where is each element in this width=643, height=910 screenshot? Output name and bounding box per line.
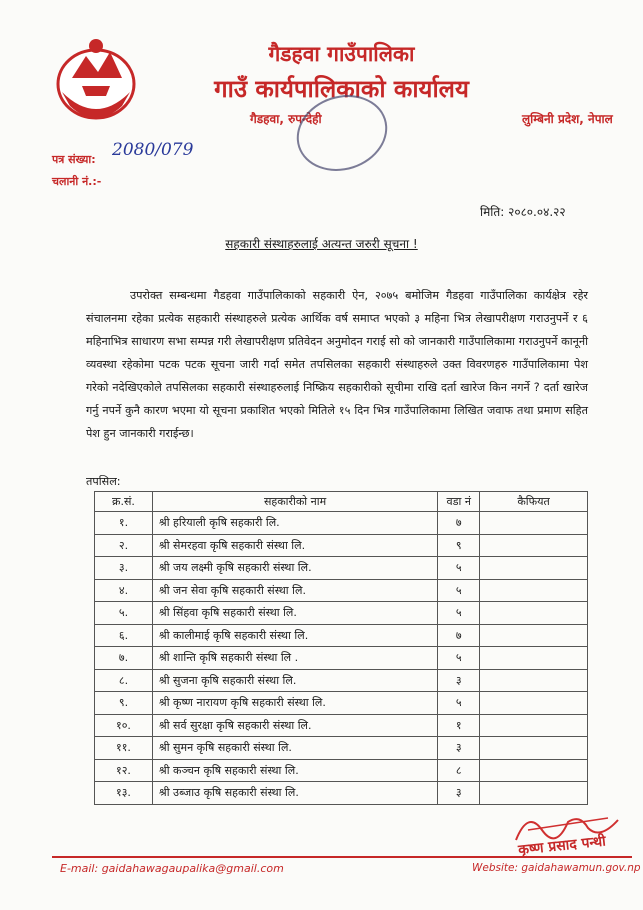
table-row (95, 647, 588, 670)
address-right: लुम्बिनी प्रदेश, नेपाल (522, 112, 613, 126)
table-row (95, 579, 588, 602)
cell-sn: १०. (95, 714, 153, 737)
cell-name: श्री कृष्ण नारायण कृषि सहकारी संस्था लि. (152, 692, 437, 715)
cell-ward: ७ (438, 624, 480, 647)
cell-ward: ३ (438, 737, 480, 760)
footer-website: Website: gaidahawamun.gov.np (472, 862, 641, 874)
table-row (95, 512, 588, 535)
cell-name: श्री सुजना कृषि सहकारी संस्था लि. (152, 669, 437, 692)
cell-ward: ३ (438, 782, 480, 805)
cell-name: श्री हरियाली कृषि सहकारी लि. (152, 512, 437, 535)
cell-ward: ५ (438, 557, 480, 580)
header-name: सहकारीको नाम (152, 492, 437, 512)
footer-email: E-mail: gaidahawagaupalika@gmail.com (60, 862, 284, 875)
address-left: गैडहवा, रुपन्देही (250, 112, 322, 126)
cell-remarks (480, 602, 588, 625)
table-body (95, 512, 588, 805)
cell-sn: १. (95, 512, 153, 535)
header-sn: क्र.सं. (95, 492, 153, 512)
org-name: गैडहवा गाउँपालिका (268, 42, 415, 66)
table-row (95, 759, 588, 782)
subject-line: सहकारी संस्थाहरुलाई अत्यन्त जरुरी सूचना ! (225, 237, 418, 251)
cell-sn: २. (95, 534, 153, 557)
cell-sn: ४. (95, 579, 153, 602)
cell-sn: १३. (95, 782, 153, 805)
cell-remarks (480, 512, 588, 535)
signer-name: कृष्ण प्रसाद पन्थी (517, 833, 607, 859)
office-name: गाउँ कार्यपालिकाको कार्यालय (214, 75, 469, 103)
table-row (95, 602, 588, 625)
cell-sn: ८. (95, 669, 153, 692)
cell-ward: ३ (438, 669, 480, 692)
cell-ward: ५ (438, 647, 480, 670)
cell-remarks (480, 624, 588, 647)
cell-sn: ३. (95, 557, 153, 580)
cell-name: श्री शान्ति कृषि सहकारी संस्था लि . (152, 647, 437, 670)
table-row (95, 669, 588, 692)
dispatch-label: चलानी नं.:- (52, 175, 102, 188)
cell-name: श्री उब्जाउ कृषि सहकारी संस्था लि. (152, 782, 437, 805)
cell-ward: ९ (438, 534, 480, 557)
header-remarks: कैफियत (480, 492, 588, 512)
cell-ward: ५ (438, 602, 480, 625)
list-label: तपसिल: (86, 475, 121, 488)
header-ward: वडा नं (438, 492, 480, 512)
cell-remarks (480, 557, 588, 580)
cell-name: श्री जय लक्ष्मी कृषि सहकारी संस्था लि. (152, 557, 437, 580)
cell-sn: ७. (95, 647, 153, 670)
cell-remarks (480, 714, 588, 737)
cell-name: श्री सिंहवा कृषि सहकारी संस्था लि. (152, 602, 437, 625)
letter-date: मिति: २०८०.०४.२२ (480, 205, 566, 219)
table-row (95, 534, 588, 557)
cell-ward: ७ (438, 512, 480, 535)
body-paragraph: उपरोक्त सम्बन्धमा गैडहवा गाउँपालिकाको सहकारी ऐन, २०७५ बमोजिम गैडहवा गाउँपालिका कार्यक्षेत्र रहेर संचालनमा रहेका प्रत्येक सहकारी संस्थाहरुले प्रत्येक आर्थिक वर्ष समाप्त भएको ३ महिना भित्र लेखापरीक्षण गराउनुपर्ने र ६ महिनाभित्र साधारण सभा सम्पन्न गरी लेखापरीक्षण प्रतिवेदन अनुमोदन गराई सो को जानकारी गाउँपालिकामा गराउनुपर्ने कानूनी व्यवस्था रहेकोमा पटक पटक सूचना जारी गर्दा समेत तपसिलका सहकारी संस्थाहरुले उक्त विवरणहरु गाउँपालिकामा पेश गरेको नदेखिएकोले तपसिलका सहकारी संस्थाहरुलाई निष्क्रिय सहकारीको सूचीमा राखि दर्ता खारेज किन नगर्ने ? दर्ता खारेज गर्नु नपर्ने कुनै कारण भएमा यो सूचना प्रकाशित भएको मितिले १५ दिन भित्र गाउँपालिकामा लिखित जवाफ तथा प्रमाण सहित पेश हुन जानकारी गराईन्छ। (86, 289, 588, 440)
cell-name: श्री सर्व सुरक्षा कृषि सहकारी संस्था लि. (152, 714, 437, 737)
cell-remarks (480, 737, 588, 760)
cell-name: श्री जन सेवा कृषि सहकारी संस्था लि. (152, 579, 437, 602)
cell-sn: ५. (95, 602, 153, 625)
cell-remarks (480, 647, 588, 670)
cooperatives-table (94, 491, 588, 805)
cell-name: श्री कालीमाई कृषि सहकारी संस्था लि. (152, 624, 437, 647)
table-row (95, 557, 588, 580)
table-row (95, 624, 588, 647)
cell-name: श्री सुमन कृषि सहकारी संस्था लि. (152, 737, 437, 760)
cell-sn: ६. (95, 624, 153, 647)
cell-ward: १ (438, 714, 480, 737)
cell-ward: ५ (438, 692, 480, 715)
cell-remarks (480, 534, 588, 557)
cell-remarks (480, 669, 588, 692)
table-row (95, 714, 588, 737)
table-row (95, 692, 588, 715)
cell-remarks (480, 692, 588, 715)
cell-ward: ८ (438, 759, 480, 782)
cell-ward: ५ (438, 579, 480, 602)
cell-sn: १२. (95, 759, 153, 782)
ref-number: 2080/079 (112, 140, 194, 160)
cell-sn: ९. (95, 692, 153, 715)
ref-label: पत्र संख्या: (52, 153, 96, 166)
cell-name: श्री सेमरहवा कृषि सहकारी संस्था लि. (152, 534, 437, 557)
cell-remarks (480, 579, 588, 602)
cell-remarks (480, 759, 588, 782)
table-row (95, 737, 588, 760)
cell-sn: ११. (95, 737, 153, 760)
cell-name: श्री कञ्चन कृषि सहकारी संस्था लि. (152, 759, 437, 782)
footer-divider (52, 856, 632, 858)
table-header-row (95, 492, 588, 512)
